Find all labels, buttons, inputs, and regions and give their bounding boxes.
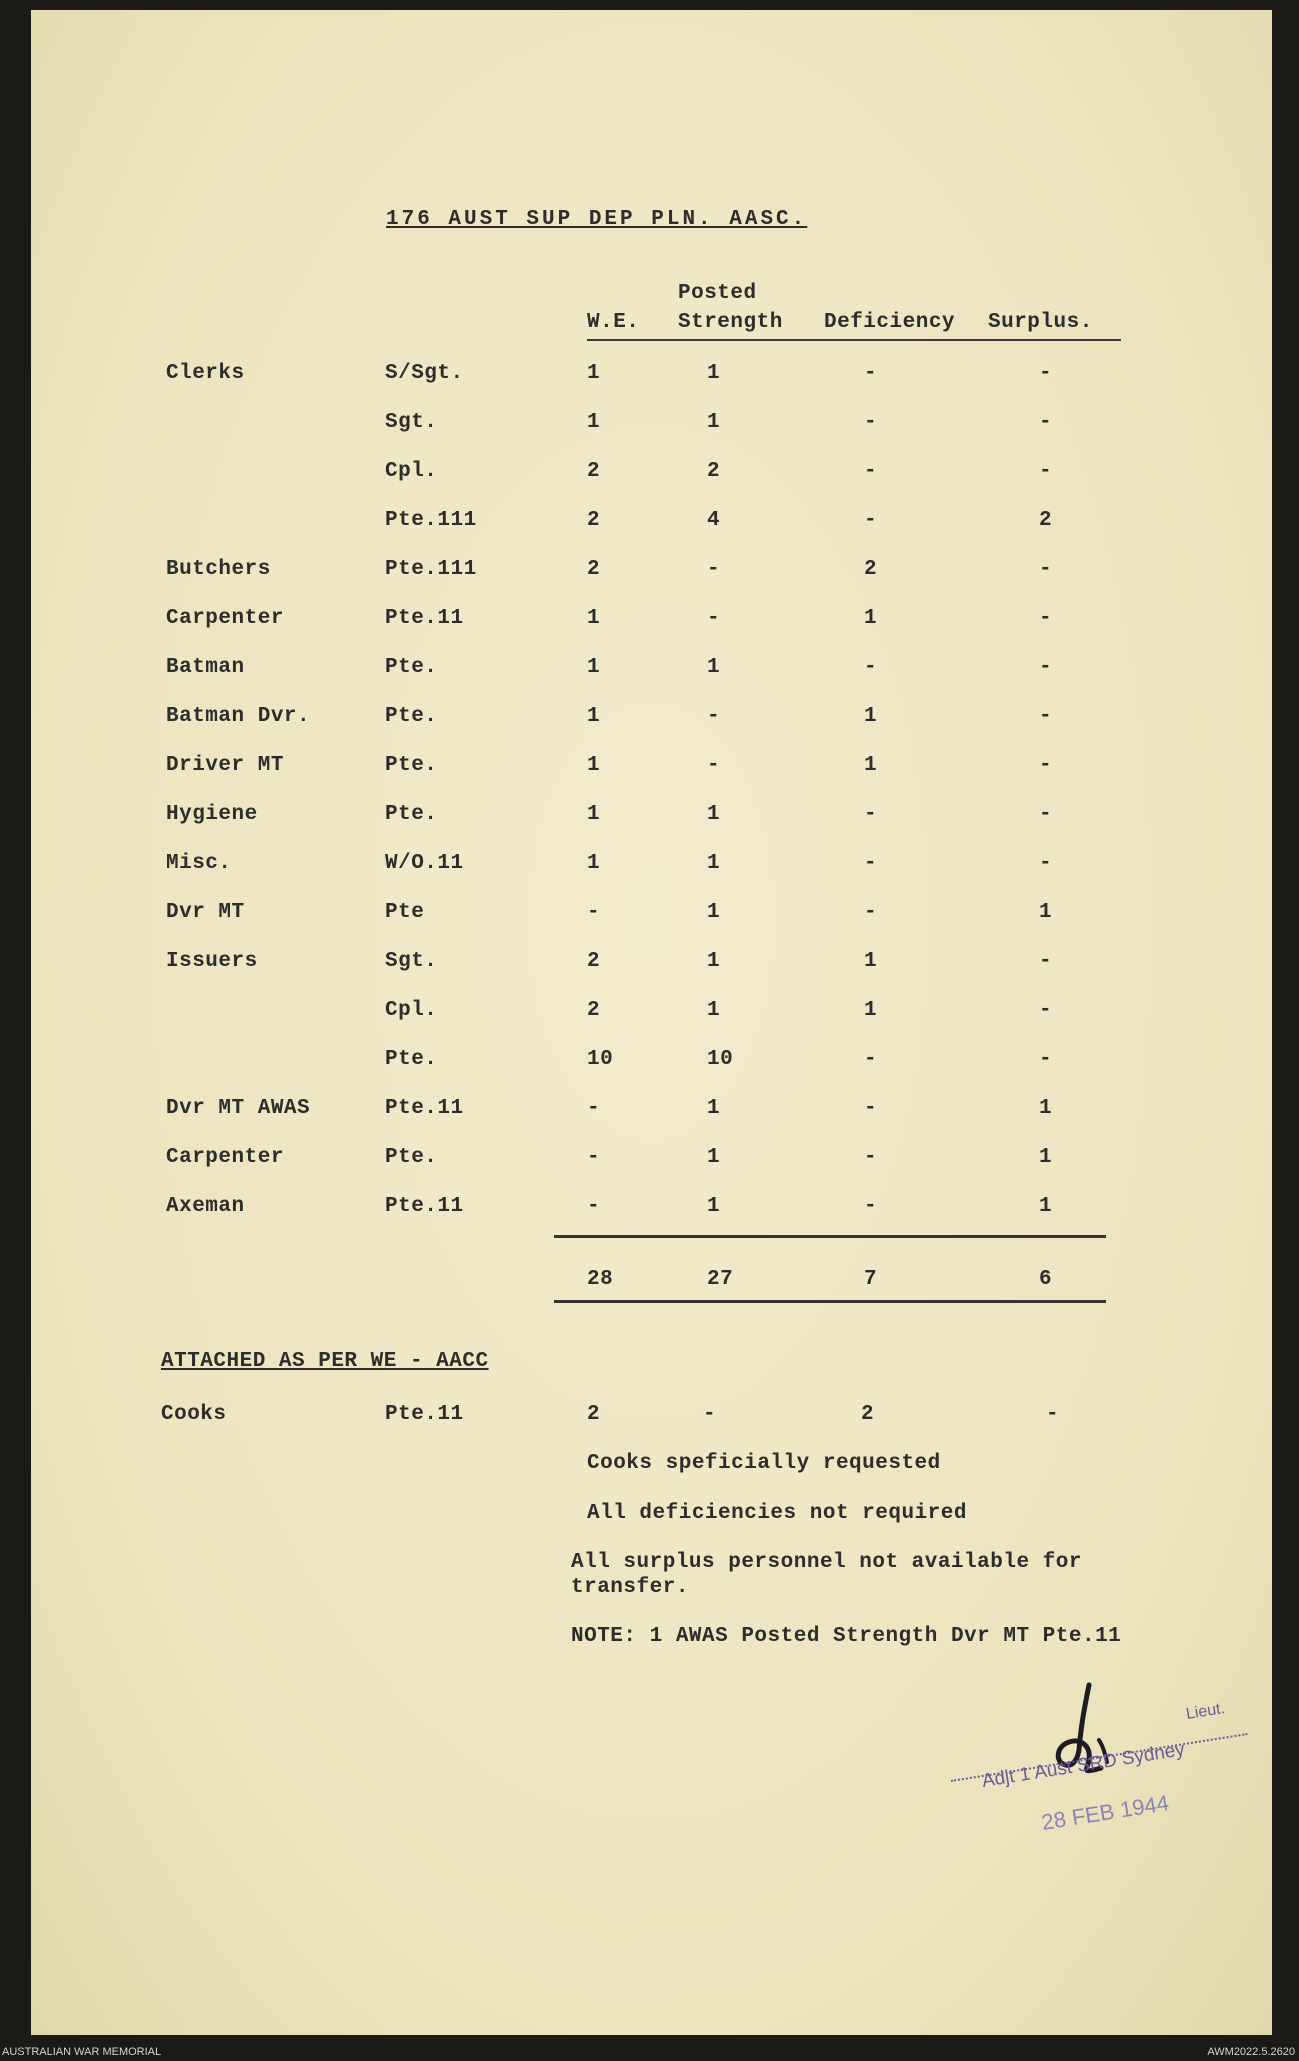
- deficiency-cell: -: [864, 1195, 878, 1218]
- posted-cell: -: [707, 607, 721, 630]
- trade-cell: Dvr MT AWAS: [166, 1097, 311, 1120]
- header-posted: Posted: [678, 282, 757, 305]
- we-cell: -: [587, 901, 601, 924]
- header-surplus: Surplus.: [988, 311, 1093, 334]
- totals-top-rule: [554, 1235, 1106, 1238]
- deficiency-cell: -: [864, 1146, 878, 1169]
- totals-bottom-rule: [554, 1300, 1106, 1303]
- trade-cell: Batman Dvr.: [166, 705, 311, 728]
- posted-cell: 1: [707, 803, 721, 826]
- surplus-cell: 1: [1039, 901, 1053, 924]
- posted-cell: 1: [707, 852, 721, 875]
- surplus-cell: 1: [1039, 1097, 1053, 1120]
- table-row: [31, 999, 1272, 1039]
- deficiency-cell: -: [864, 803, 878, 826]
- deficiency-cell: 1: [864, 999, 878, 1022]
- surplus-cell: -: [1039, 803, 1053, 826]
- deficiency-cell: -: [864, 1097, 878, 1120]
- deficiency-cell: -: [864, 509, 878, 532]
- total-we: 28: [587, 1268, 614, 1291]
- attached-rank: Pte.11: [385, 1403, 464, 1426]
- attached-deficiency: 2: [861, 1403, 875, 1426]
- rank-cell: Pte.11: [385, 1097, 464, 1120]
- table-row: [31, 705, 1272, 745]
- deficiency-cell: -: [864, 460, 878, 483]
- total-surplus: 6: [1039, 1268, 1053, 1291]
- total-deficiency: 7: [864, 1268, 878, 1291]
- surplus-cell: -: [1039, 656, 1053, 679]
- surplus-cell: -: [1039, 460, 1053, 483]
- rank-cell: Pte.111: [385, 509, 477, 532]
- rank-cell: Pte.: [385, 1146, 438, 1169]
- attached-we: 2: [587, 1403, 601, 1426]
- we-cell: -: [587, 1195, 601, 1218]
- surplus-cell: -: [1039, 852, 1053, 875]
- note-deficiencies: All deficiencies not required: [587, 1502, 967, 1525]
- attached-trade: Cooks: [161, 1403, 227, 1426]
- we-cell: 1: [587, 754, 601, 777]
- total-posted: 27: [707, 1268, 734, 1291]
- deficiency-cell: 1: [864, 705, 878, 728]
- trade-cell: Carpenter: [166, 607, 284, 630]
- header-strength: Strength: [678, 311, 783, 334]
- rank-cell: Pte.111: [385, 558, 477, 581]
- posted-cell: -: [707, 558, 721, 581]
- surplus-cell: -: [1039, 411, 1053, 434]
- posted-cell: 2: [707, 460, 721, 483]
- surplus-cell: -: [1039, 754, 1053, 777]
- we-cell: 1: [587, 656, 601, 679]
- we-cell: 1: [587, 411, 601, 434]
- surplus-cell: -: [1039, 999, 1053, 1022]
- deficiency-cell: -: [864, 362, 878, 385]
- we-cell: 2: [587, 558, 601, 581]
- posted-cell: 1: [707, 656, 721, 679]
- posted-cell: 1: [707, 999, 721, 1022]
- trade-cell: Issuers: [166, 950, 258, 973]
- we-cell: -: [587, 1097, 601, 1120]
- we-cell: 1: [587, 362, 601, 385]
- table-row: [31, 509, 1272, 549]
- posted-cell: 1: [707, 411, 721, 434]
- deficiency-cell: -: [864, 901, 878, 924]
- note-awas: NOTE: 1 AWAS Posted Strength Dvr MT Pte.11: [571, 1625, 1122, 1648]
- deficiency-cell: 1: [864, 754, 878, 777]
- trade-cell: Clerks: [166, 362, 245, 385]
- stamp-office: Adjt 1 Aust SRD Sydney: [980, 1739, 1187, 1792]
- trade-cell: Batman: [166, 656, 245, 679]
- trade-cell: Driver MT: [166, 754, 284, 777]
- trade-cell: Butchers: [166, 558, 271, 581]
- surplus-cell: 1: [1039, 1146, 1053, 1169]
- table-row: [31, 362, 1272, 402]
- trade-cell: Hygiene: [166, 803, 258, 826]
- deficiency-cell: -: [864, 656, 878, 679]
- we-cell: 1: [587, 852, 601, 875]
- deficiency-cell: -: [864, 852, 878, 875]
- table-row: [31, 852, 1272, 892]
- attached-surplus: -: [1046, 1403, 1060, 1426]
- attached-posted: -: [703, 1403, 717, 1426]
- we-cell: 2: [587, 999, 601, 1022]
- document-page: [31, 10, 1272, 2035]
- we-cell: 2: [587, 509, 601, 532]
- surplus-cell: -: [1039, 950, 1053, 973]
- document-title: 176 AUST SUP DEP PLN. AASC.: [386, 208, 808, 231]
- table-row: [31, 803, 1272, 843]
- deficiency-cell: -: [864, 1048, 878, 1071]
- we-cell: 10: [587, 1048, 614, 1071]
- table-row: [31, 754, 1272, 794]
- table-row: [31, 1195, 1272, 1235]
- we-cell: 2: [587, 460, 601, 483]
- surplus-cell: 1: [1039, 1195, 1053, 1218]
- deficiency-cell: 2: [864, 558, 878, 581]
- header-underline: [587, 339, 1121, 341]
- posted-cell: 1: [707, 901, 721, 924]
- trade-cell: Misc.: [166, 852, 232, 875]
- table-row: [31, 950, 1272, 990]
- posted-cell: 1: [707, 950, 721, 973]
- table-row: [31, 607, 1272, 647]
- posted-cell: 1: [707, 1195, 721, 1218]
- trade-cell: Axeman: [166, 1195, 245, 1218]
- footer-archive: AUSTRALIAN WAR MEMORIAL: [2, 2046, 162, 2058]
- posted-cell: 1: [707, 1146, 721, 1169]
- rank-cell: Pte.: [385, 1048, 438, 1071]
- we-cell: 2: [587, 950, 601, 973]
- rank-cell: Pte.: [385, 656, 438, 679]
- rank-cell: Pte.: [385, 803, 438, 826]
- rank-cell: S/Sgt.: [385, 362, 464, 385]
- posted-cell: 1: [707, 1097, 721, 1120]
- rank-cell: Pte.: [385, 705, 438, 728]
- rank-cell: Pte.11: [385, 1195, 464, 1218]
- trade-cell: Dvr MT: [166, 901, 245, 924]
- surplus-cell: -: [1039, 607, 1053, 630]
- surplus-cell: 2: [1039, 509, 1053, 532]
- rank-cell: Sgt.: [385, 411, 438, 434]
- header-we: W.E.: [587, 311, 640, 334]
- note-transfer: transfer.: [571, 1576, 689, 1599]
- note-cooks: Cooks speficially requested: [587, 1452, 941, 1475]
- surplus-cell: -: [1039, 705, 1053, 728]
- rank-cell: W/O.11: [385, 852, 464, 875]
- we-cell: 1: [587, 607, 601, 630]
- table-row: [31, 1048, 1272, 1088]
- we-cell: 1: [587, 803, 601, 826]
- we-cell: 1: [587, 705, 601, 728]
- table-row: [31, 656, 1272, 696]
- rank-cell: Sgt.: [385, 950, 438, 973]
- table-row: [31, 1097, 1272, 1137]
- trade-cell: Carpenter: [166, 1146, 284, 1169]
- footer-reference: AWM2022.5.2620: [1207, 2046, 1295, 2058]
- rank-cell: Cpl.: [385, 999, 438, 1022]
- deficiency-cell: -: [864, 411, 878, 434]
- table-row: [31, 411, 1272, 451]
- surplus-cell: -: [1039, 362, 1053, 385]
- deficiency-cell: 1: [864, 607, 878, 630]
- rank-cell: Pte: [385, 901, 425, 924]
- note-surplus: All surplus personnel not available for: [571, 1551, 1082, 1574]
- posted-cell: 10: [707, 1048, 734, 1071]
- table-row: [31, 901, 1272, 941]
- table-row: [31, 460, 1272, 500]
- stamp-rank: Lieut.: [1184, 1700, 1227, 1723]
- stamp-date: 28 FEB 1944: [1039, 1790, 1171, 1835]
- table-row: [31, 558, 1272, 598]
- attached-row: [31, 1403, 1272, 1443]
- posted-cell: -: [707, 754, 721, 777]
- posted-cell: 1: [707, 362, 721, 385]
- table-row: [31, 1146, 1272, 1186]
- deficiency-cell: 1: [864, 950, 878, 973]
- posted-cell: 4: [707, 509, 721, 532]
- surplus-cell: -: [1039, 558, 1053, 581]
- header-deficiency: Deficiency: [824, 311, 956, 334]
- rank-cell: Pte.: [385, 754, 438, 777]
- attached-heading: ATTACHED AS PER WE - AACC: [161, 1350, 489, 1373]
- rank-cell: Pte.11: [385, 607, 464, 630]
- rank-cell: Cpl.: [385, 460, 438, 483]
- surplus-cell: -: [1039, 1048, 1053, 1071]
- we-cell: -: [587, 1146, 601, 1169]
- posted-cell: -: [707, 705, 721, 728]
